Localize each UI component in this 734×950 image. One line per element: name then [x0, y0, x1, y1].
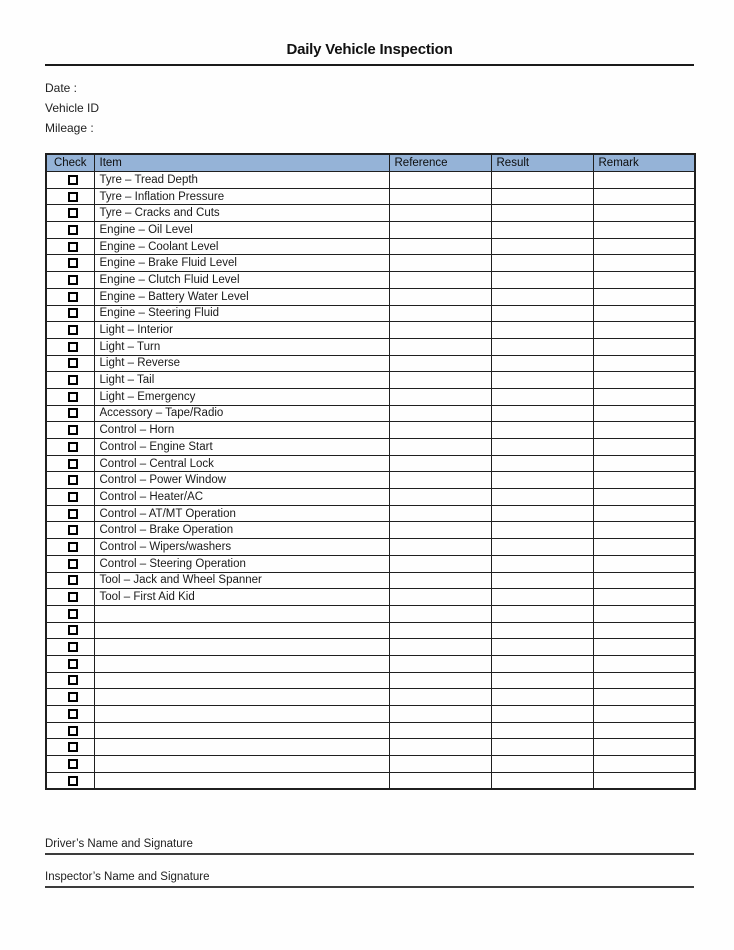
- table-row: [46, 739, 695, 756]
- result-cell: [491, 355, 593, 372]
- checkbox[interactable]: [68, 509, 78, 519]
- checkbox[interactable]: [68, 625, 78, 635]
- item-cell: Control – AT/MT Operation: [94, 505, 389, 522]
- item-cell: Light – Tail: [94, 372, 389, 389]
- remark-cell: [593, 338, 695, 355]
- item-cell: [94, 739, 389, 756]
- table-row: [46, 188, 695, 205]
- checkbox[interactable]: [68, 442, 78, 452]
- remark-cell: [593, 772, 695, 789]
- item-cell: Engine – Coolant Level: [94, 238, 389, 255]
- checkbox[interactable]: [68, 525, 78, 535]
- checkbox[interactable]: [68, 408, 78, 418]
- result-cell: [491, 305, 593, 322]
- signature-section: [45, 837, 694, 888]
- reference-cell: [389, 322, 491, 339]
- check-cell: [46, 605, 94, 622]
- result-cell: [491, 539, 593, 556]
- result-cell: [491, 222, 593, 239]
- remark-cell: [593, 505, 695, 522]
- remark-cell: [593, 489, 695, 506]
- result-cell: [491, 255, 593, 272]
- reference-cell: [389, 622, 491, 639]
- table-row: [46, 439, 695, 456]
- table-row: [46, 455, 695, 472]
- page: [45, 0, 694, 903]
- result-cell: [491, 439, 593, 456]
- check-cell: [46, 422, 94, 439]
- result-cell: [491, 238, 593, 255]
- item-cell: Control – Central Lock: [94, 455, 389, 472]
- result-cell: [491, 388, 593, 405]
- result-cell: [491, 689, 593, 706]
- remark-cell: [593, 472, 695, 489]
- remark-cell: [593, 555, 695, 572]
- table-row: [46, 706, 695, 723]
- result-cell: [491, 772, 593, 789]
- result-cell: [491, 172, 593, 189]
- reference-cell: [389, 472, 491, 489]
- check-cell: [46, 589, 94, 606]
- table-row: [46, 288, 695, 305]
- remark-cell: [593, 655, 695, 672]
- item-cell: [94, 672, 389, 689]
- remark-cell: [593, 689, 695, 706]
- col-header-check: Check: [46, 154, 94, 172]
- checkbox[interactable]: [68, 592, 78, 602]
- item-cell: Engine – Clutch Fluid Level: [94, 272, 389, 289]
- check-cell: [46, 622, 94, 639]
- check-cell: [46, 405, 94, 422]
- table-row: [46, 756, 695, 773]
- remark-cell: [593, 288, 695, 305]
- item-cell: Light – Emergency: [94, 388, 389, 405]
- table-row: [46, 405, 695, 422]
- remark-cell: [593, 238, 695, 255]
- item-cell: Engine – Battery Water Level: [94, 288, 389, 305]
- result-cell: [491, 672, 593, 689]
- reference-cell: [389, 772, 491, 789]
- checkbox[interactable]: [68, 475, 78, 485]
- reference-cell: [389, 639, 491, 656]
- checkbox[interactable]: [68, 225, 78, 235]
- checkbox[interactable]: [68, 692, 78, 702]
- checkbox[interactable]: [68, 726, 78, 736]
- remark-cell: [593, 722, 695, 739]
- reference-cell: [389, 172, 491, 189]
- checkbox[interactable]: [68, 175, 78, 185]
- remark-cell: [593, 455, 695, 472]
- check-cell: [46, 222, 94, 239]
- remark-cell: [593, 172, 695, 189]
- item-cell: Control – Heater/AC: [94, 489, 389, 506]
- item-cell: Tyre – Inflation Pressure: [94, 188, 389, 205]
- check-cell: [46, 322, 94, 339]
- reference-cell: [389, 405, 491, 422]
- table-row: [46, 355, 695, 372]
- check-cell: [46, 472, 94, 489]
- result-cell: [491, 205, 593, 222]
- result-cell: [491, 489, 593, 506]
- result-cell: [491, 739, 593, 756]
- reference-cell: [389, 522, 491, 539]
- checkbox[interactable]: [68, 709, 78, 719]
- date-label: Date :: [45, 81, 78, 95]
- remark-cell: [593, 706, 695, 723]
- table-row: [46, 255, 695, 272]
- remark-cell: [593, 439, 695, 456]
- item-cell: Tyre – Cracks and Cuts: [94, 205, 389, 222]
- item-cell: Control – Brake Operation: [94, 522, 389, 539]
- table-row: [46, 589, 695, 606]
- reference-cell: [389, 188, 491, 205]
- table-row: [46, 388, 695, 405]
- checkbox[interactable]: [68, 659, 78, 669]
- col-header-reference: Reference: [389, 154, 491, 172]
- remark-cell: [593, 756, 695, 773]
- reference-cell: [389, 555, 491, 572]
- checkbox[interactable]: [68, 492, 78, 502]
- item-cell: Control – Power Window: [94, 472, 389, 489]
- remark-cell: [593, 255, 695, 272]
- check-cell: [46, 355, 94, 372]
- reference-cell: [389, 355, 491, 372]
- remark-cell: [593, 388, 695, 405]
- inspection-table-body: [46, 172, 695, 790]
- checkbox[interactable]: [68, 375, 78, 385]
- reference-cell: [389, 689, 491, 706]
- check-cell: [46, 238, 94, 255]
- table-row: [46, 305, 695, 322]
- checkbox[interactable]: [68, 425, 78, 435]
- remark-cell: [593, 622, 695, 639]
- item-cell: Accessory – Tape/Radio: [94, 405, 389, 422]
- reference-cell: [389, 222, 491, 239]
- remark-cell: [593, 539, 695, 556]
- check-cell: [46, 372, 94, 389]
- table-row: [46, 772, 695, 789]
- check-cell: [46, 205, 94, 222]
- checkbox[interactable]: [68, 459, 78, 469]
- reference-cell: [389, 439, 491, 456]
- check-cell: [46, 739, 94, 756]
- title-rule: [45, 64, 694, 66]
- result-cell: [491, 322, 593, 339]
- checkbox[interactable]: [68, 292, 78, 302]
- table-row: [46, 539, 695, 556]
- checkbox[interactable]: [68, 675, 78, 685]
- check-cell: [46, 722, 94, 739]
- remark-cell: [593, 739, 695, 756]
- table-row: [46, 622, 695, 639]
- remark-cell: [593, 405, 695, 422]
- check-cell: [46, 539, 94, 556]
- remark-cell: [593, 572, 695, 589]
- result-cell: [491, 338, 593, 355]
- result-cell: [491, 572, 593, 589]
- remark-cell: [593, 422, 695, 439]
- item-cell: [94, 689, 389, 706]
- remark-cell: [593, 605, 695, 622]
- item-cell: [94, 756, 389, 773]
- check-cell: [46, 188, 94, 205]
- reference-cell: [389, 422, 491, 439]
- reference-cell: [389, 305, 491, 322]
- inspector-signature-block: [45, 870, 694, 888]
- table-row: [46, 338, 695, 355]
- item-cell: Engine – Oil Level: [94, 222, 389, 239]
- result-cell: [491, 422, 593, 439]
- table-row: [46, 172, 695, 189]
- table-row: [46, 505, 695, 522]
- item-cell: Light – Turn: [94, 338, 389, 355]
- reference-cell: [389, 539, 491, 556]
- item-cell: [94, 655, 389, 672]
- driver-signature-block: [45, 837, 694, 855]
- item-cell: [94, 722, 389, 739]
- result-cell: [491, 555, 593, 572]
- reference-cell: [389, 706, 491, 723]
- driver-signature-label: Driver’s Name and Signature: [45, 838, 193, 851]
- check-cell: [46, 572, 94, 589]
- result-cell: [491, 756, 593, 773]
- checkbox[interactable]: [68, 242, 78, 252]
- checkbox[interactable]: [68, 325, 78, 335]
- table-row: [46, 655, 695, 672]
- item-cell: Tool – Jack and Wheel Spanner: [94, 572, 389, 589]
- item-cell: Tyre – Tread Depth: [94, 172, 389, 189]
- table-row: [46, 238, 695, 255]
- checkbox[interactable]: [68, 742, 78, 752]
- table-row: [46, 372, 695, 389]
- vehicle-id-label: Vehicle ID: [45, 101, 100, 115]
- item-cell: [94, 622, 389, 639]
- reference-cell: [389, 489, 491, 506]
- result-cell: [491, 455, 593, 472]
- table-row: [46, 555, 695, 572]
- checkbox[interactable]: [68, 642, 78, 652]
- inspection-table: [45, 153, 696, 790]
- result-cell: [491, 605, 593, 622]
- check-cell: [46, 439, 94, 456]
- check-cell: [46, 505, 94, 522]
- table-row: [46, 689, 695, 706]
- table-row: [46, 205, 695, 222]
- mileage-label: Mileage :: [45, 121, 94, 135]
- remark-cell: [593, 205, 695, 222]
- reference-cell: [389, 505, 491, 522]
- check-cell: [46, 522, 94, 539]
- check-cell: [46, 689, 94, 706]
- remark-cell: [593, 672, 695, 689]
- reference-cell: [389, 288, 491, 305]
- result-cell: [491, 722, 593, 739]
- checkbox[interactable]: [68, 275, 78, 285]
- item-cell: Engine – Brake Fluid Level: [94, 255, 389, 272]
- check-cell: [46, 388, 94, 405]
- remark-cell: [593, 522, 695, 539]
- col-header-result: Result: [491, 154, 593, 172]
- checkbox[interactable]: [68, 776, 78, 786]
- result-cell: [491, 188, 593, 205]
- col-header-remark: Remark: [593, 154, 695, 172]
- check-cell: [46, 272, 94, 289]
- check-cell: [46, 255, 94, 272]
- reference-cell: [389, 672, 491, 689]
- reference-cell: [389, 589, 491, 606]
- remark-cell: [593, 305, 695, 322]
- reference-cell: [389, 756, 491, 773]
- reference-cell: [389, 388, 491, 405]
- inspector-signature-label: Inspector’s Name and Signature: [45, 871, 210, 884]
- result-cell: [491, 639, 593, 656]
- table-row: [46, 522, 695, 539]
- checkbox[interactable]: [68, 208, 78, 218]
- checkbox[interactable]: [68, 192, 78, 202]
- table-row: [46, 722, 695, 739]
- reference-cell: [389, 238, 491, 255]
- table-row: [46, 572, 695, 589]
- item-cell: Tool – First Aid Kid: [94, 589, 389, 606]
- checkbox[interactable]: [68, 559, 78, 569]
- check-cell: [46, 772, 94, 789]
- item-cell: Control – Steering Operation: [94, 555, 389, 572]
- item-cell: Light – Interior: [94, 322, 389, 339]
- item-cell: Light – Reverse: [94, 355, 389, 372]
- reference-cell: [389, 722, 491, 739]
- driver-signature-line: [45, 853, 694, 855]
- checkbox[interactable]: [68, 308, 78, 318]
- reference-cell: [389, 205, 491, 222]
- check-cell: [46, 172, 94, 189]
- checkbox[interactable]: [68, 575, 78, 585]
- remark-cell: [593, 322, 695, 339]
- item-cell: [94, 706, 389, 723]
- remark-cell: [593, 372, 695, 389]
- table-header-row: [46, 154, 695, 172]
- reference-cell: [389, 655, 491, 672]
- checkbox[interactable]: [68, 542, 78, 552]
- meta-section: [45, 78, 694, 138]
- table-row: [46, 639, 695, 656]
- check-cell: [46, 555, 94, 572]
- item-cell: Control – Engine Start: [94, 439, 389, 456]
- reference-cell: [389, 605, 491, 622]
- table-row: [46, 489, 695, 506]
- result-cell: [491, 622, 593, 639]
- result-cell: [491, 706, 593, 723]
- table-row: [46, 422, 695, 439]
- table-row: [46, 472, 695, 489]
- item-cell: [94, 605, 389, 622]
- check-cell: [46, 639, 94, 656]
- result-cell: [491, 405, 593, 422]
- item-cell: Control – Wipers/washers: [94, 539, 389, 556]
- col-header-item: Item: [94, 154, 389, 172]
- remark-cell: [593, 355, 695, 372]
- check-cell: [46, 338, 94, 355]
- result-cell: [491, 589, 593, 606]
- result-cell: [491, 272, 593, 289]
- item-cell: [94, 639, 389, 656]
- reference-cell: [389, 455, 491, 472]
- checkbox[interactable]: [68, 609, 78, 619]
- table-row: [46, 272, 695, 289]
- check-cell: [46, 455, 94, 472]
- checkbox[interactable]: [68, 759, 78, 769]
- check-cell: [46, 756, 94, 773]
- check-cell: [46, 305, 94, 322]
- inspector-signature-line: [45, 886, 694, 888]
- remark-cell: [593, 222, 695, 239]
- remark-cell: [593, 272, 695, 289]
- reference-cell: [389, 272, 491, 289]
- table-row: [46, 672, 695, 689]
- reference-cell: [389, 572, 491, 589]
- table-row: [46, 322, 695, 339]
- reference-cell: [389, 255, 491, 272]
- table-row: [46, 605, 695, 622]
- remark-cell: [593, 639, 695, 656]
- item-cell: Engine – Steering Fluid: [94, 305, 389, 322]
- check-cell: [46, 288, 94, 305]
- checkbox[interactable]: [68, 258, 78, 268]
- table-row: [46, 222, 695, 239]
- remark-cell: [593, 188, 695, 205]
- check-cell: [46, 655, 94, 672]
- page-title: Daily Vehicle Inspection: [286, 41, 453, 58]
- result-cell: [491, 655, 593, 672]
- checkbox[interactable]: [68, 358, 78, 368]
- reference-cell: [389, 739, 491, 756]
- result-cell: [491, 522, 593, 539]
- item-cell: Control – Horn: [94, 422, 389, 439]
- item-cell: [94, 772, 389, 789]
- check-cell: [46, 489, 94, 506]
- result-cell: [491, 472, 593, 489]
- reference-cell: [389, 338, 491, 355]
- check-cell: [46, 672, 94, 689]
- reference-cell: [389, 372, 491, 389]
- checkbox[interactable]: [68, 342, 78, 352]
- result-cell: [491, 288, 593, 305]
- remark-cell: [593, 589, 695, 606]
- result-cell: [491, 505, 593, 522]
- checkbox[interactable]: [68, 392, 78, 402]
- result-cell: [491, 372, 593, 389]
- check-cell: [46, 706, 94, 723]
